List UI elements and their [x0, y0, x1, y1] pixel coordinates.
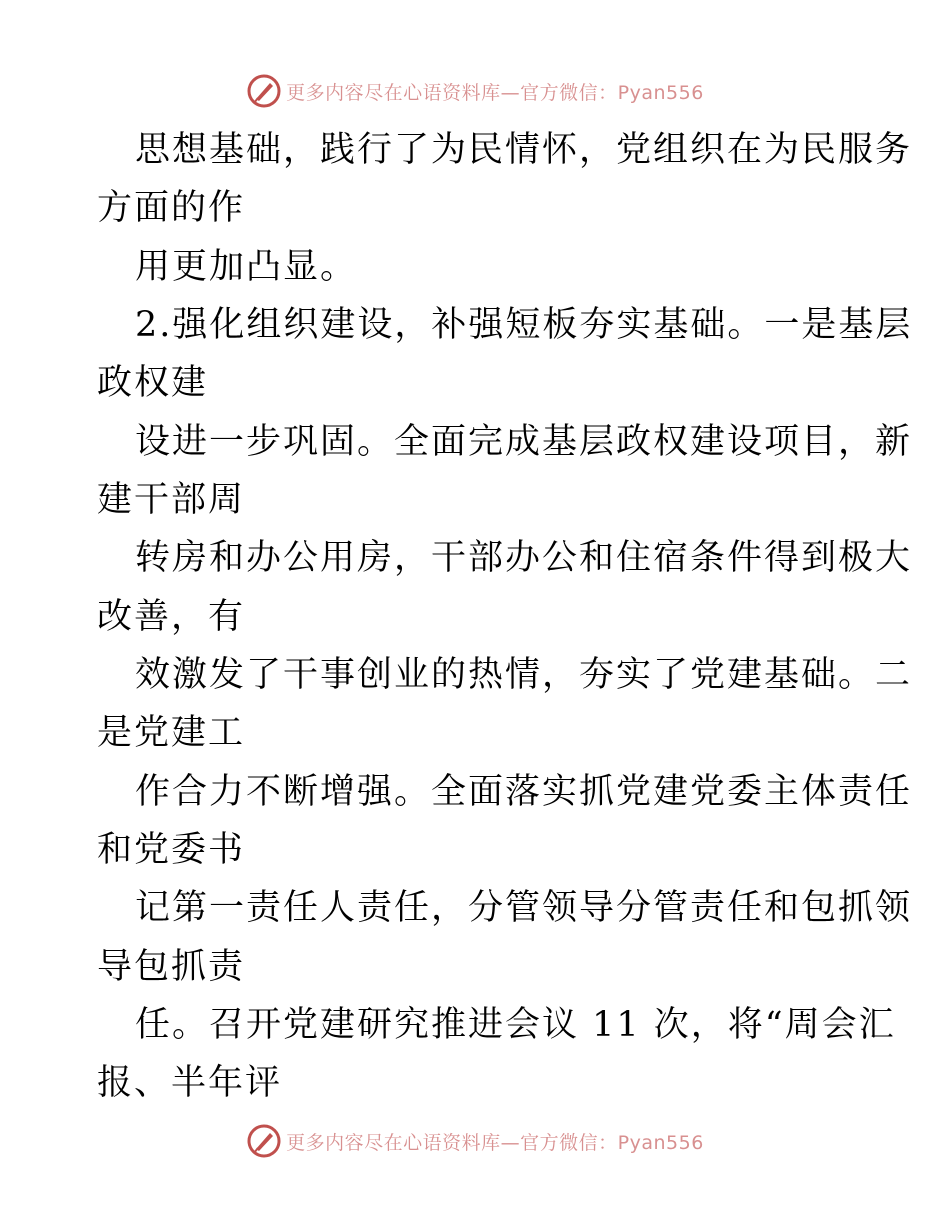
text-line: 任。召开党建研究推进会议 11 次，将“周会汇	[135, 1005, 896, 1045]
text-line: 思想基础，践行了为民情怀，党组织在为民服务	[135, 130, 913, 170]
text-line: 方面的作	[97, 188, 246, 228]
feather-pen-logo-icon	[246, 1123, 282, 1159]
text-line: 转房和办公用房，干部办公和住宿条件得到极大	[135, 538, 913, 578]
watermark-header	[0, 71, 950, 111]
text-line: 建干部周	[97, 480, 246, 520]
text-line: 2.强化组织建设，补强短板夯实基础。一是基层	[135, 305, 913, 345]
feather-pen-logo-icon	[246, 73, 282, 109]
text-line: 改善，有	[97, 597, 246, 637]
text-line: 设进一步巩固。全面完成基层政权建设项目，新	[135, 422, 913, 462]
text-line: 导包抓责	[97, 947, 246, 987]
text-line: 报、半年评	[97, 1063, 283, 1103]
text-line: 效激发了干事创业的热情，夯实了党建基础。二	[135, 655, 913, 695]
text-line: 和党委书	[97, 830, 246, 870]
watermark-text: 更多内容尽在心语资料库—官方微信：Pyan556	[286, 81, 704, 104]
text-line: 记第一责任人责任，分管领导分管责任和包抓领	[135, 888, 913, 928]
text-line: 是党建工	[97, 713, 246, 753]
watermark-footer	[0, 1121, 950, 1161]
text-line: 用更加凸显。	[135, 247, 358, 287]
text-line: 作合力不断增强。全面落实抓党建党委主体责任	[135, 772, 913, 812]
watermark-text: 更多内容尽在心语资料库—官方微信：Pyan556	[286, 1131, 704, 1154]
text-line: 政权建	[97, 363, 209, 403]
